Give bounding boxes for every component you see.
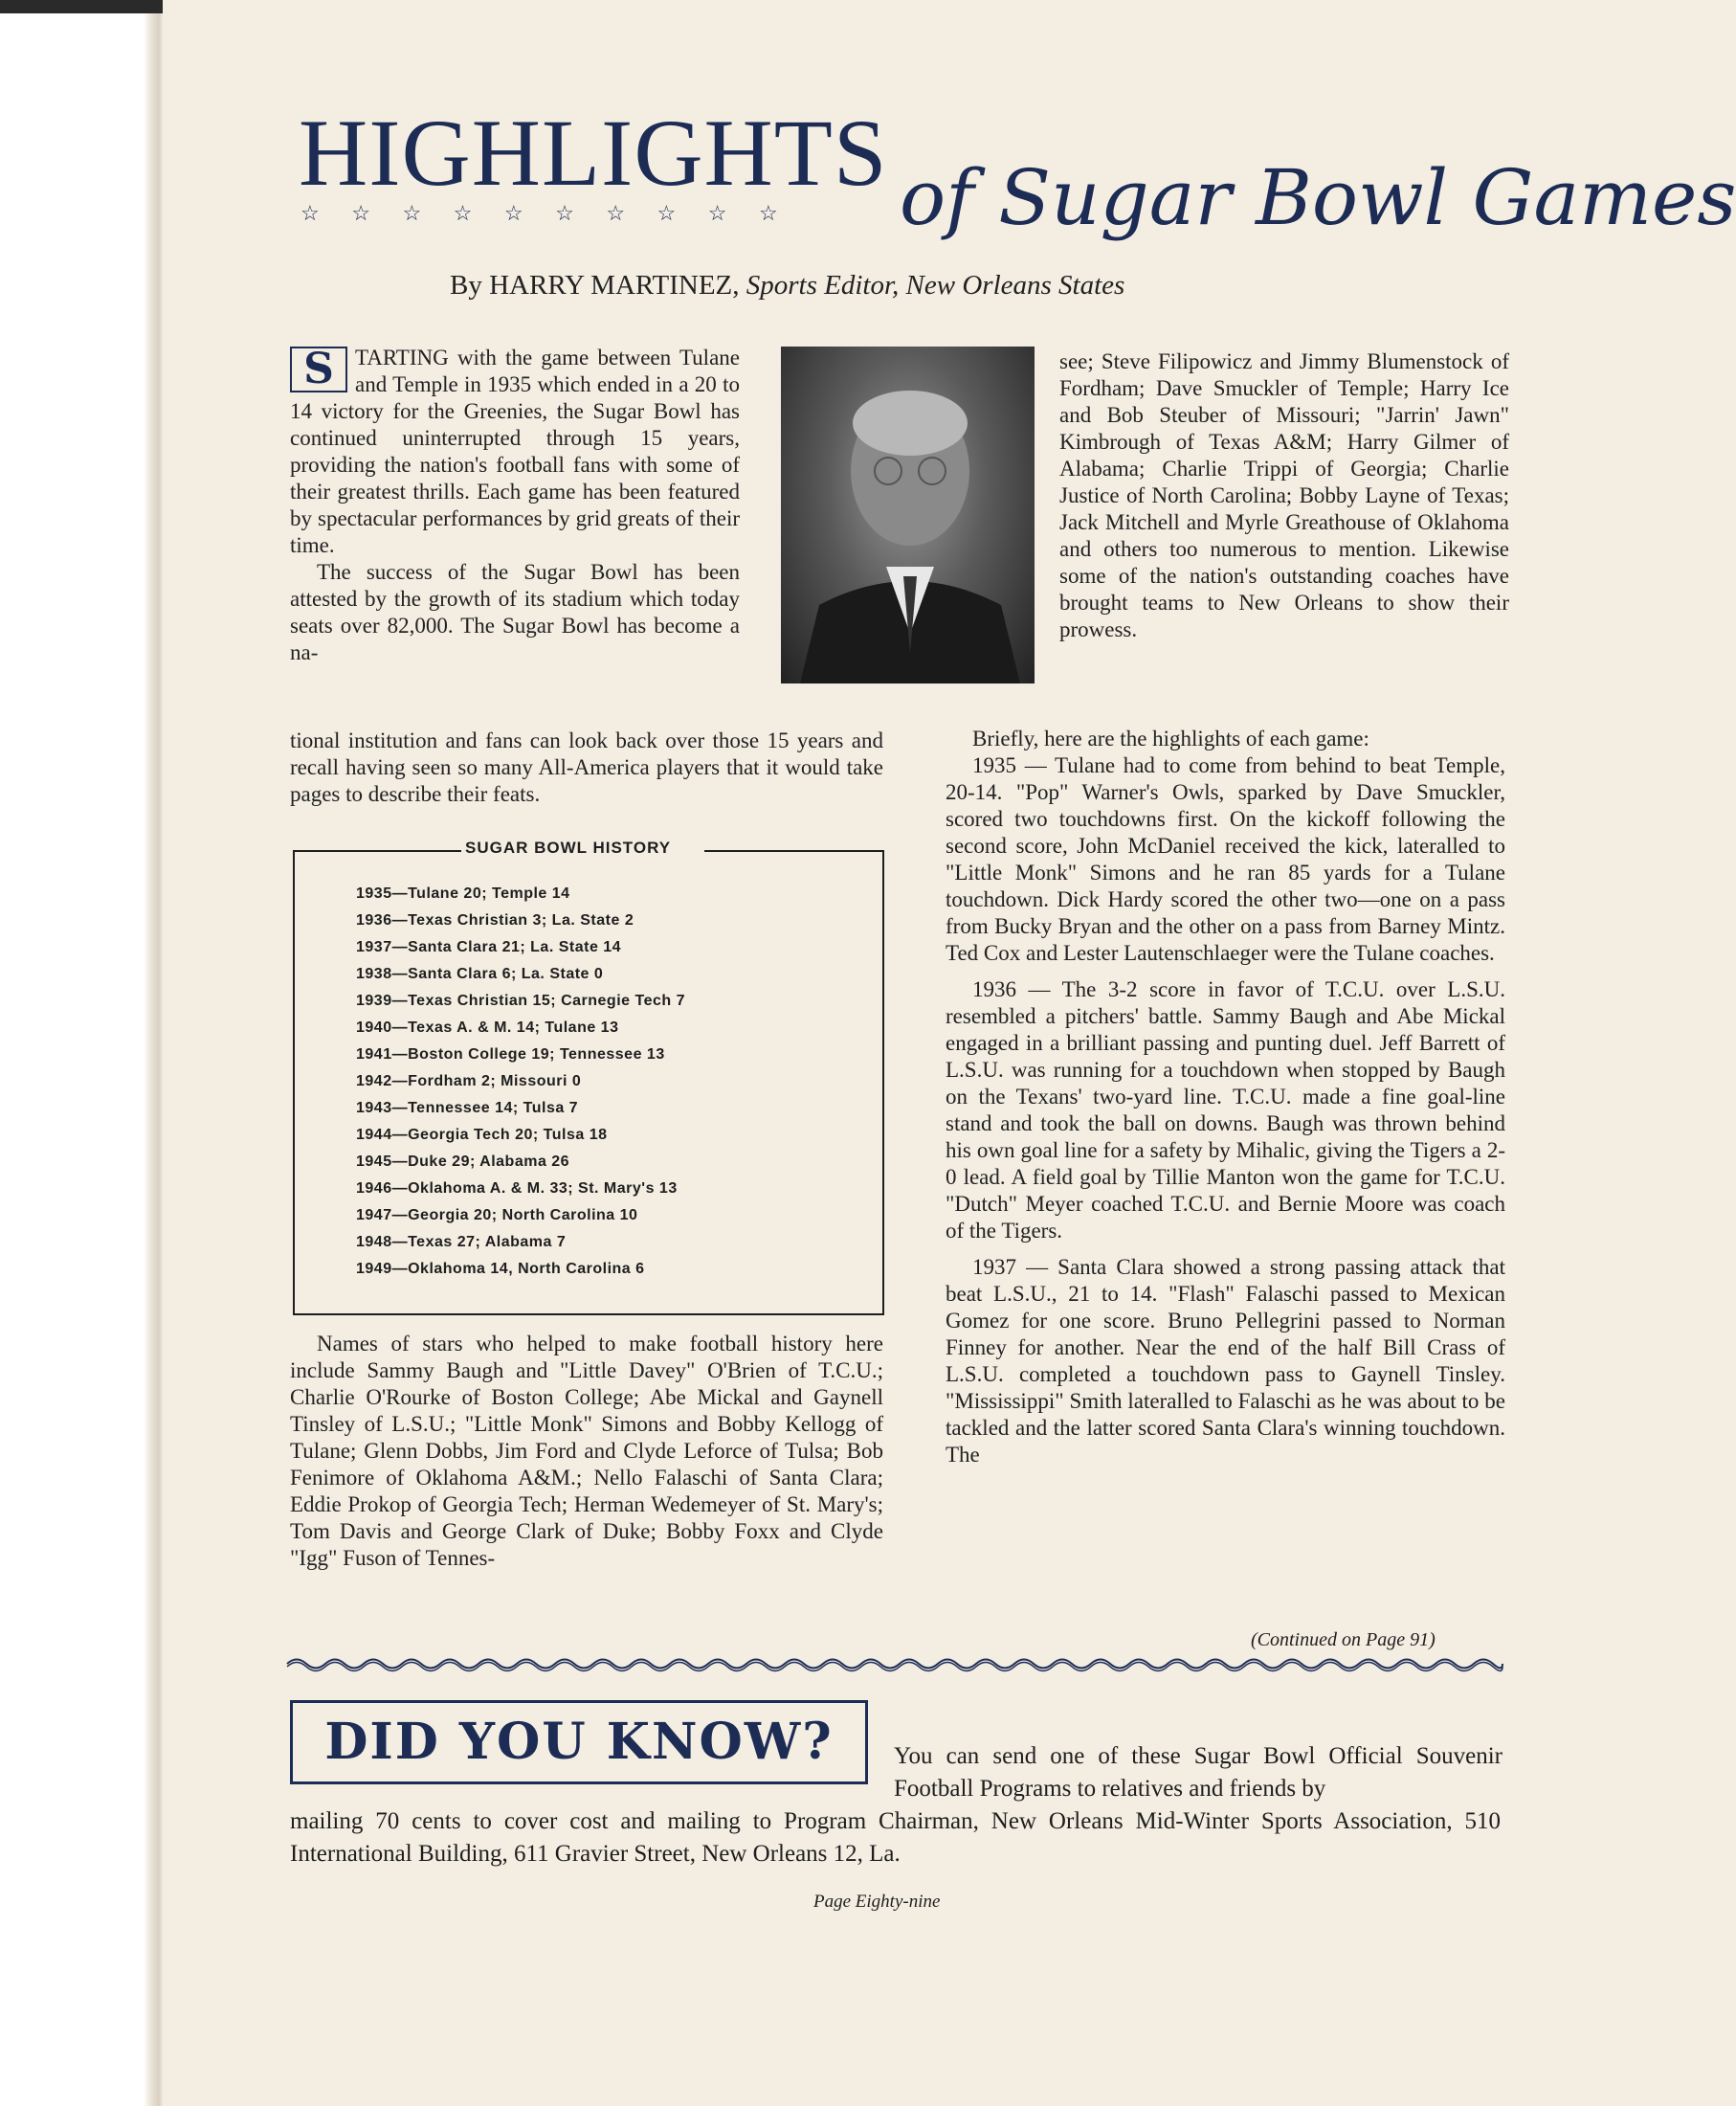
intro-paragraph-2a: The success of the Sugar Bowl has been attested by the growth of its stadium which today seats over 82,000. The Sugar Bowl has become a na- bbox=[290, 560, 740, 664]
history-row: 1949—Oklahoma 14, North Carolina 6 bbox=[356, 1261, 645, 1277]
byline-name: By HARRY MARTINEZ, bbox=[450, 270, 746, 301]
history-row: 1942—Fordham 2; Missouri 0 bbox=[356, 1073, 582, 1089]
star-divider: ☆ ☆ ☆ ☆ ☆ ☆ ☆ ☆ ☆ ☆ bbox=[300, 201, 778, 225]
right-top-column bbox=[1059, 348, 1509, 643]
game-1936: 1936 — The 3-2 score in favor of T.C.U. over L.S.U. resembled a pitchers' battle. Sammy Baugh and Abe Mickal engaged in a brilliant passing and punting duel. Jeff Barrett of L.S.U. was running for a touchdown when stopped by Baugh on the Texans' two-yard line. T.C.U. made a fine goal-line stand and took the ball on downs. Baugh was thrown behind his own goal line for a safety by Mihalic, giving the Tigers a 2-0 lead. A field goal by Tillie Manton won the game for T.C.U. "Dutch" Meyer coached T.C.U. and Bernie Moore was coach of the Tigers. bbox=[946, 977, 1505, 1243]
script-subtitle: of Sugar Bowl Games bbox=[900, 153, 1736, 242]
game-1935: 1935 — Tulane had to come from behind to beat Temple, 20-14. "Pop" Warner's Owls, sparked by Dave Smuckler, scored two touchdowns first. On the kickoff following the second score, John McDaniel received the kick, lateralled to "Little Monk" Simons and he ran 85 yards for a Tulane touchdown. Dick Hardy scored the other two—one on a pass from Bucky Bryan and the other on a pass from Barney Mintz. Ted Cox and Lester Lautenschlaeger were the Tulane coaches. bbox=[946, 753, 1505, 965]
author-photo bbox=[781, 347, 1035, 683]
history-row: 1937—Santa Clara 21; La. State 14 bbox=[356, 939, 622, 955]
games-column bbox=[946, 726, 1505, 1468]
page-title: HIGHLIGHTS bbox=[299, 100, 888, 206]
stars-continued: see; Steve Filipowicz and Jimmy Blumenstock of Fordham; Dave Smuckler of Temple; Harry Ice and Bob Steuber of Missouri; "Jarrin' Jawn" Kimbrough of Texas A&M; Harry Gilmer of Alabama; Charlie Trippi of Georgia; Charlie Justice of North Carolina; Bobby Layne of Texas; Jack Mitchell and Myrle Greathouse of Oklahoma and others too numerous to mention. Likewise some of the nation's outstanding coaches have brought teams to New Orleans to show their prowess. bbox=[1059, 349, 1509, 641]
history-row: 1940—Texas A. & M. 14; Tulane 13 bbox=[356, 1019, 619, 1036]
did-you-know-text-1: You can send one of these Sugar Bowl Official Souvenir Football Programs to relatives and friends by bbox=[894, 1743, 1502, 1802]
stars-paragraph: Names of stars who helped to make football history here include Sammy Baugh and "Little Davey" O'Brien of T.C.U.; Charlie O'Rourke of Boston College; Abe Mickal and Gaynell Tinsley of L.S.U.; "Little Monk" Simons and Bobby Kellogg of Tulane; Glenn Dobbs, Jim Ford and Clyde Leforce of Tulsa; Bob Fenimore of Oklahoma A&M.; Nello Falaschi of Santa Clara; Eddie Prokop of Georgia Tech; Herman Wedemeyer of St. Mary's; Tom Davis and George Clark of Duke; Bobby Foxx and Clyde "Igg" Fuson of Tennes- bbox=[290, 1332, 883, 1570]
byline-role: Sports Editor, New Orleans States bbox=[746, 270, 1125, 301]
history-list bbox=[356, 881, 685, 1283]
byline bbox=[450, 270, 1124, 302]
history-row: 1944—Georgia Tech 20; Tulsa 18 bbox=[356, 1127, 608, 1143]
history-row: 1935—Tulane 20; Temple 14 bbox=[356, 885, 570, 902]
history-row: 1939—Texas Christian 15; Carnegie Tech 7 bbox=[356, 993, 685, 1009]
continued-note: (Continued on Page 91) bbox=[1251, 1629, 1436, 1650]
author-portrait-image bbox=[781, 347, 1035, 683]
history-row: 1938—Santa Clara 6; La. State 0 bbox=[356, 966, 604, 982]
drop-cap-initial: S bbox=[290, 347, 347, 392]
history-row: 1947—Georgia 20; North Carolina 10 bbox=[356, 1207, 638, 1223]
history-box-title: SUGAR BOWL HISTORY bbox=[465, 839, 672, 857]
stars-column bbox=[290, 1331, 883, 1572]
history-row: 1941—Boston College 19; Tennessee 13 bbox=[356, 1046, 665, 1063]
history-row: 1948—Texas 27; Alabama 7 bbox=[356, 1234, 567, 1250]
page-spine bbox=[0, 0, 163, 2106]
intro-column-wide bbox=[290, 728, 883, 808]
history-row: 1936—Texas Christian 3; La. State 2 bbox=[356, 912, 634, 929]
history-row: 1945—Duke 29; Alabama 26 bbox=[356, 1154, 570, 1170]
did-you-know-text-2: mailing 70 cents to cover cost and mailing to Program Chairman, New Orleans Mid-Winter Sports Association, 510 International Building, 611 Gravier Street, New Orleans 12, La. bbox=[290, 1808, 1501, 1867]
wavy-divider bbox=[287, 1653, 1502, 1674]
did-you-know-label: DID YOU KNOW? bbox=[324, 1713, 834, 1771]
page-number: Page Eighty-nine bbox=[813, 1892, 941, 1912]
games-intro: Briefly, here are the highlights of each game: bbox=[972, 727, 1369, 751]
history-row: 1943—Tennessee 14; Tulsa 7 bbox=[356, 1100, 579, 1116]
game-1937: 1937 — Santa Clara showed a strong passing attack that beat L.S.U., 21 to 14. "Flash" Falaschi passed to Mexican Gomez for one score. Bruno Pellegrini passed to Norman Finney for another. Near the end of the half Bill Crass of L.S.U. completed a touchdown pass to Gaynell Tinsley. "Mississippi" Smith lateralled to Falaschi as he was about to be tackled and the latter scored Santa Clara's winning touchdown. The bbox=[946, 1255, 1505, 1467]
intro-paragraph-1: TARTING with the game between Tulane and Temple in 1935 which ended in a 20 to 14 victory for the Greenies, the Sugar Bowl has continued uninterrupted through 15 years, providing the nation's football fans with some of their greatest thrills. Each game has been featured by spectacular performances by grid greats of their time. bbox=[290, 346, 740, 557]
page-corner-mark bbox=[0, 0, 163, 13]
history-row: 1946—Oklahoma A. & M. 33; St. Mary's 13 bbox=[356, 1180, 678, 1197]
intro-column bbox=[290, 345, 740, 666]
intro-paragraph-2b: tional institution and fans can look back over those 15 years and recall having seen so many All-America players that it would take pages to describe their feats. bbox=[290, 728, 883, 806]
